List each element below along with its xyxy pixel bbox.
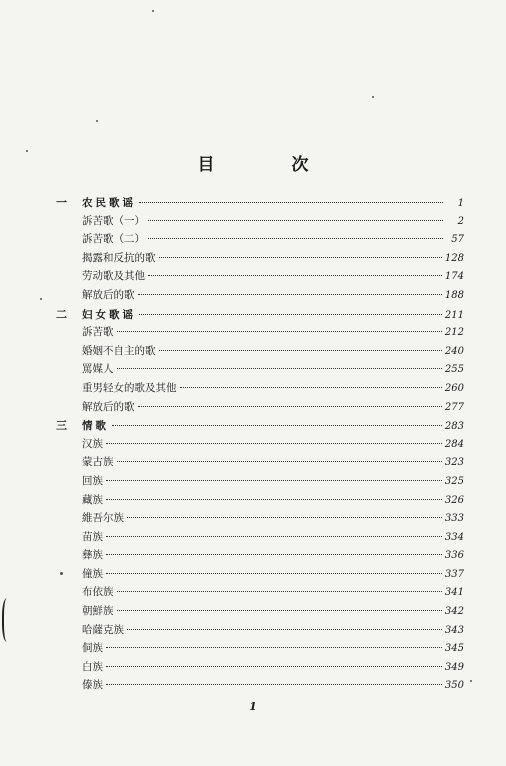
dot-leader bbox=[148, 220, 443, 221]
entry-label: 藏族 bbox=[82, 493, 103, 506]
toc-entry-row bbox=[56, 622, 464, 641]
entry-label: 哈薩克族 bbox=[82, 623, 124, 636]
toc-entry-row bbox=[56, 529, 464, 548]
section-title: 情歌 bbox=[82, 420, 109, 433]
dot-leader bbox=[138, 406, 442, 407]
page-number: 211 bbox=[444, 309, 464, 321]
page-number: 325 bbox=[444, 475, 464, 487]
page-number: 255 bbox=[444, 364, 464, 376]
dot-leader bbox=[138, 294, 442, 295]
page-number: 349 bbox=[444, 661, 464, 673]
toc-entry-row bbox=[56, 250, 464, 269]
dot-leader bbox=[117, 591, 442, 592]
toc-entry-row bbox=[56, 603, 464, 622]
toc-section-row bbox=[56, 417, 464, 436]
scan-speck bbox=[60, 572, 63, 575]
entry-label: 苗族 bbox=[82, 530, 103, 543]
dot-leader bbox=[106, 684, 442, 685]
toc-entry-row bbox=[56, 547, 464, 566]
scan-speck bbox=[40, 298, 42, 300]
entry-label: 維吾尔族 bbox=[82, 512, 124, 525]
page-number: 326 bbox=[444, 494, 464, 506]
section-number: 三 bbox=[56, 419, 67, 433]
dot-leader bbox=[127, 517, 442, 518]
page-number: 174 bbox=[444, 271, 464, 283]
page-number: 333 bbox=[444, 513, 464, 525]
entry-label: 訴苦歌（二） bbox=[82, 233, 145, 246]
dot-leader bbox=[106, 499, 442, 500]
scan-speck bbox=[26, 150, 28, 152]
toc-entry-row bbox=[56, 473, 464, 492]
toc-entry-row bbox=[56, 454, 464, 473]
section-number: 一 bbox=[56, 196, 67, 209]
entry-label: 劳动歌及其他 bbox=[82, 270, 145, 283]
page-number: 337 bbox=[444, 568, 464, 580]
dot-leader bbox=[106, 554, 442, 555]
page-number: 260 bbox=[444, 382, 464, 394]
dot-leader bbox=[148, 275, 442, 276]
entry-label: 解放后的歌 bbox=[82, 288, 135, 301]
entry-label: 布依族 bbox=[82, 586, 114, 599]
page-number: 2 bbox=[457, 215, 464, 227]
page-number: 284 bbox=[444, 438, 464, 450]
page-number: 283 bbox=[444, 421, 464, 433]
entry-label: 侗族 bbox=[82, 642, 103, 655]
section-number: 二 bbox=[56, 307, 67, 321]
page-number: 350 bbox=[444, 680, 464, 692]
entry-label: 揭露和反抗的歌 bbox=[82, 251, 156, 264]
dot-leader bbox=[106, 666, 442, 667]
entry-label: 汉族 bbox=[82, 437, 103, 450]
section-title: 农民歌谣 bbox=[82, 197, 136, 209]
page-number: 341 bbox=[444, 587, 464, 599]
toc-section-row bbox=[56, 306, 464, 325]
page-title: 目 次 bbox=[197, 155, 339, 175]
toc-entry-row bbox=[56, 361, 464, 380]
page-number: 345 bbox=[444, 643, 464, 655]
toc-entry-row bbox=[56, 213, 464, 232]
dot-leader bbox=[117, 610, 442, 611]
dot-leader bbox=[139, 202, 443, 203]
entry-label: 訴苦歌（一） bbox=[82, 214, 145, 227]
toc-entry-row bbox=[56, 399, 464, 418]
toc-entry-row bbox=[56, 287, 464, 306]
section-title: 妇女歌谣 bbox=[82, 308, 136, 321]
page-number: 343 bbox=[444, 624, 464, 636]
entry-label: 訴苦歌 bbox=[82, 326, 114, 339]
page-number-footer: 1 bbox=[249, 700, 257, 713]
dot-leader bbox=[112, 425, 442, 426]
entry-label: 彝族 bbox=[82, 549, 103, 562]
toc-entry-row bbox=[56, 492, 464, 511]
scan-speck bbox=[470, 680, 472, 682]
toc-entry-row bbox=[56, 268, 464, 287]
entry-label: 重男轻女的歌及其他 bbox=[82, 381, 177, 394]
page-number: 240 bbox=[444, 345, 464, 357]
toc-entry-row bbox=[56, 584, 464, 603]
page-number: 334 bbox=[444, 531, 464, 543]
entry-label: 僮族 bbox=[82, 567, 103, 580]
toc-entry-row bbox=[56, 343, 464, 362]
dot-leader bbox=[180, 387, 442, 388]
toc-entry-row bbox=[56, 324, 464, 343]
scan-speck bbox=[152, 10, 154, 12]
toc-section-row bbox=[56, 194, 464, 213]
toc-entry-row bbox=[56, 566, 464, 585]
toc-entry-row bbox=[56, 640, 464, 659]
entry-label: 白族 bbox=[82, 660, 103, 673]
page-number: 57 bbox=[451, 234, 464, 246]
toc-entry-row bbox=[56, 677, 464, 696]
entry-label: 婚姻不自主的歌 bbox=[82, 344, 156, 357]
page-number: 342 bbox=[444, 606, 464, 618]
toc-entry-row bbox=[56, 436, 464, 455]
dot-leader bbox=[139, 314, 442, 315]
margin-ink-mark bbox=[2, 598, 14, 642]
dot-leader bbox=[117, 461, 442, 462]
entry-label: 朝鮮族 bbox=[82, 605, 114, 618]
page-number: 336 bbox=[444, 550, 464, 562]
page-number: 323 bbox=[444, 457, 464, 469]
entry-label: 解放后的歌 bbox=[82, 400, 135, 413]
entry-label: 罵媒人 bbox=[82, 363, 114, 376]
dot-leader bbox=[106, 443, 442, 444]
page-number: 212 bbox=[444, 327, 464, 339]
dot-leader bbox=[127, 629, 442, 630]
entry-label: 傣族 bbox=[82, 679, 103, 692]
dot-leader bbox=[106, 647, 442, 648]
page-number: 188 bbox=[444, 289, 464, 301]
dot-leader bbox=[106, 536, 442, 537]
toc-entry-row bbox=[56, 510, 464, 529]
dot-leader bbox=[106, 573, 442, 574]
dot-leader bbox=[117, 331, 442, 332]
scan-speck bbox=[96, 120, 98, 122]
entry-label: 蒙古族 bbox=[82, 456, 114, 469]
dot-leader bbox=[159, 257, 442, 258]
dot-leader bbox=[106, 480, 442, 481]
toc-entry-row bbox=[56, 231, 464, 250]
page-number: 128 bbox=[444, 252, 464, 264]
entry-label: 回族 bbox=[82, 474, 103, 487]
toc-entry-row bbox=[56, 380, 464, 399]
table-of-contents bbox=[56, 194, 464, 696]
dot-leader bbox=[159, 350, 442, 351]
page-number: 277 bbox=[444, 401, 464, 413]
scan-speck bbox=[372, 96, 374, 98]
dot-leader bbox=[148, 238, 443, 239]
page-number: 1 bbox=[457, 198, 464, 209]
dot-leader bbox=[117, 368, 442, 369]
toc-entry-row bbox=[56, 659, 464, 678]
